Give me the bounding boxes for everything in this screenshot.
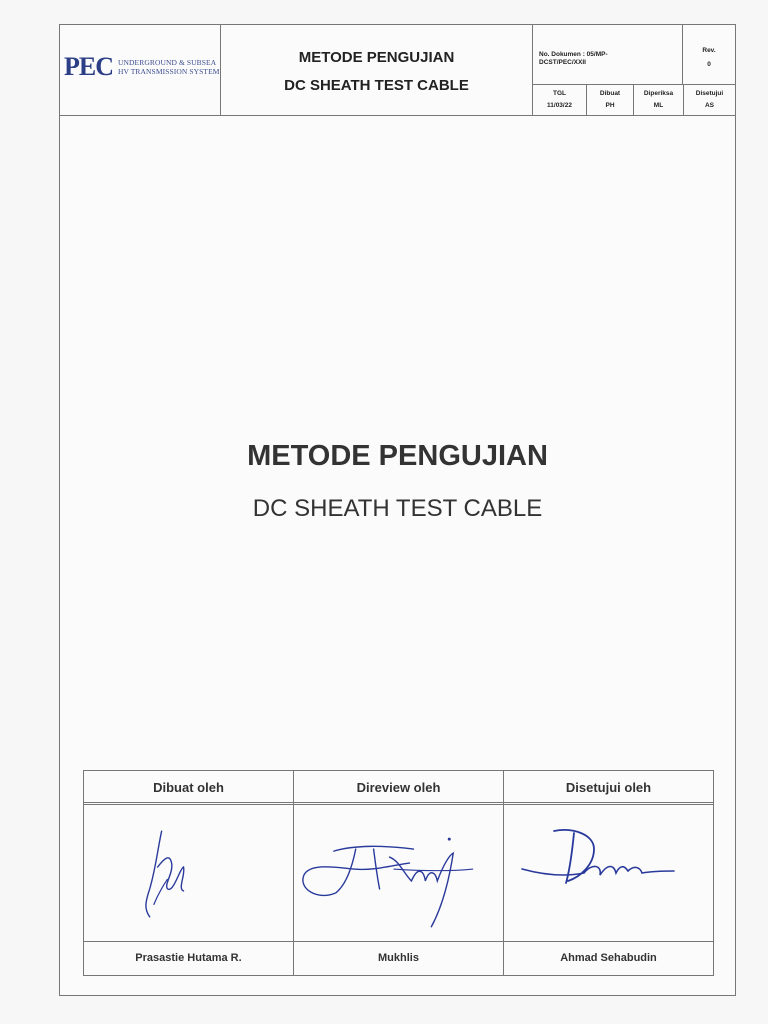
made-by-cell (587, 85, 634, 115)
logo-mark: PEC (64, 52, 113, 81)
document-page (59, 24, 736, 996)
header-title-cell (221, 25, 533, 115)
document-number-cell (533, 25, 683, 85)
logo-line-2: HV TRANSMISSION SYSTEM (118, 67, 220, 76)
logo-text (118, 58, 220, 76)
header-title-line-1: METODE PENGUJIAN (298, 49, 455, 66)
signature-header-prepared: Dibuat oleh (84, 771, 293, 805)
signature-column-prepared (84, 771, 294, 975)
signature-header-approved: Disetujui oleh (504, 771, 713, 805)
signature-header-reviewed: Direview oleh (294, 771, 503, 805)
header-title-line-2: DC SHEATH TEST CABLE (284, 77, 469, 94)
checked-by-cell (634, 85, 684, 115)
signature-name-approved: Ahmad Sehabudin (504, 941, 713, 975)
company-logo (64, 52, 220, 81)
cover-title: METODE PENGUJIAN (247, 440, 548, 472)
signature-table (83, 770, 714, 976)
revision-cell (683, 25, 735, 85)
made-by-value: PH (605, 102, 615, 109)
signature-column-reviewed (294, 771, 504, 975)
revision-label: Rev. (702, 47, 716, 54)
logo-line-1: UNDERGROUND & SUBSEA (118, 58, 217, 67)
cover-subtitle: DC SHEATH TEST CABLE (252, 495, 543, 522)
approved-by-label: Disetujui (695, 90, 724, 97)
date-value: 11/03/22 (547, 102, 572, 109)
document-header-table (60, 25, 735, 116)
checked-by-value: ML (653, 102, 664, 109)
revision-value: 0 (707, 61, 711, 68)
approved-by-cell (684, 85, 735, 115)
checked-by-label: Diperiksa (643, 90, 674, 97)
made-by-label: Dibuat (599, 90, 621, 97)
signature-image-reviewed (294, 809, 503, 939)
date-label: TGL (553, 90, 566, 97)
signature-image-prepared (84, 809, 293, 939)
document-number-label: No. Dokumen : 05/MP- (539, 51, 608, 58)
signature-column-approved (504, 771, 713, 975)
signature-name-prepared: Prasastie Hutama R. (84, 941, 293, 975)
signature-image-approved (504, 809, 713, 939)
logo-cell (60, 25, 221, 115)
approved-by-value: AS (704, 102, 715, 109)
date-cell (533, 85, 587, 115)
signature-name-reviewed: Mukhlis (294, 941, 503, 975)
document-number-value: DCST/PEC/XXII (539, 59, 586, 66)
